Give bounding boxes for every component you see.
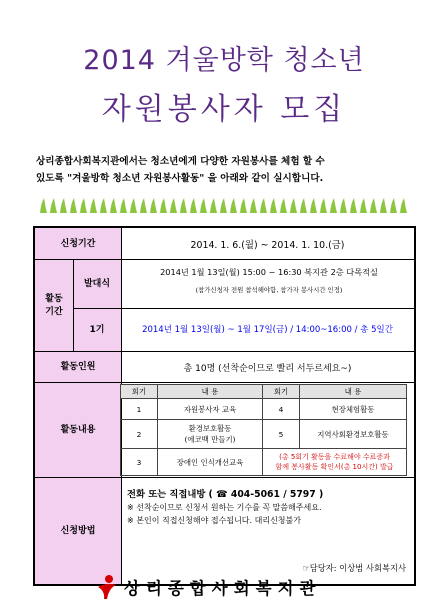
session-content-line-1: 환경보호활동	[188, 424, 232, 433]
grass-blade	[100, 198, 107, 213]
capacity-label: 활동인원	[35, 352, 121, 383]
organization-name: 상리종합사회복지관	[124, 579, 322, 598]
grass-blade	[330, 198, 337, 213]
grass-blade	[320, 198, 327, 213]
title-line-1: 2014 겨울방학 청소년	[83, 45, 365, 76]
divider	[73, 308, 414, 309]
grass-blade	[350, 198, 357, 213]
grass-blade	[150, 198, 157, 213]
grass-blade	[40, 198, 47, 213]
grass-blade	[210, 198, 217, 213]
session-content-line-2: (에코백 만들기)	[184, 435, 236, 444]
capacity-value: 총 10명 (선착순이므로 빨리 서두르세요~)	[183, 364, 352, 374]
grass-blade	[270, 198, 277, 213]
grass-blade	[90, 198, 97, 213]
apply-line-1: 전화 또는 직접내방 ( ☎ 404-5061 / 5797 )	[127, 489, 324, 500]
grass-blade	[70, 198, 77, 213]
grass-blade	[340, 198, 347, 213]
title-line-2: 자원봉사자 모집	[101, 92, 347, 127]
period-label: 신청기간	[35, 228, 121, 260]
divider	[35, 477, 414, 478]
completion-note-line-1: (총 5회기 활동을 수료해야 수료증과	[279, 453, 390, 461]
grass-blade	[250, 198, 257, 213]
grass-blade	[370, 198, 377, 213]
session-number: 3	[121, 449, 158, 476]
content-table	[120, 384, 407, 476]
session-content	[158, 420, 263, 449]
table-row	[121, 449, 407, 476]
column-header: 내 용	[158, 385, 263, 399]
contact-person: ☞담당자: 이상범 사회복지사	[302, 563, 406, 573]
grass-divider	[40, 197, 414, 213]
completion-note-line-2: 함께 봉사활동 확인서(총 10시간) 발급	[275, 463, 394, 471]
apply-line-2: ※ 선착순이므로 신청서 원하는 기수를 꼭 말씀해주세요.	[127, 503, 322, 512]
divider	[35, 259, 414, 260]
intro-paragraph	[36, 153, 418, 187]
grass-blade	[130, 198, 137, 213]
grass-blade	[200, 198, 207, 213]
grass-blade	[310, 198, 317, 213]
grass-blade	[190, 198, 197, 213]
content-label: 활동내용	[35, 383, 121, 478]
divider	[35, 351, 414, 352]
session-content: 자원봉사자 교육	[158, 399, 263, 420]
grass-blade	[390, 198, 397, 213]
apply-label: 신청방법	[35, 478, 121, 584]
intro-line-1: 상리종합사회복지관에서는 청소년에게 다양한 자원봉사를 체험 할 수	[36, 156, 325, 167]
orientation-label: 발대식	[73, 260, 121, 309]
grass-blade	[230, 198, 237, 213]
grass-blade	[290, 198, 297, 213]
session-content: 현장체험활동	[300, 399, 407, 420]
column-header: 내 용	[300, 385, 407, 399]
session-value: 2014년 1월 13일(월) ~ 1월 17일(금) / 14:00~16:00 / 총 5일간	[142, 325, 393, 335]
grass-blade	[60, 198, 67, 213]
divider	[73, 260, 74, 352]
grass-blade	[120, 198, 127, 213]
grass-blade	[300, 198, 307, 213]
activity-period-label	[35, 260, 73, 352]
session-content: 장애인 인식개선교육	[158, 449, 263, 476]
session-number: 1	[121, 399, 158, 420]
session-number: 4	[263, 399, 300, 420]
completion-note	[263, 449, 407, 476]
grass-blade	[400, 198, 407, 213]
grass-blade	[220, 198, 227, 213]
grass-blade	[80, 198, 87, 213]
grass-blade	[110, 198, 117, 213]
grass-blade	[140, 198, 147, 213]
period-value: 2014. 1. 6.(월) ~ 2014. 1. 10.(금)	[190, 240, 345, 251]
session-label: 1기	[73, 309, 121, 352]
table-row	[121, 420, 407, 449]
footer	[96, 574, 321, 600]
apply-line-3: ※ 본인이 직접신청해야 접수됩니다. 대리신청불가	[127, 516, 301, 525]
session-number: 5	[263, 420, 300, 449]
grass-blade	[360, 198, 367, 213]
grass-blade	[180, 198, 187, 213]
grass-blade	[50, 198, 57, 213]
divider	[35, 382, 414, 383]
intro-line-2: 있도록 "겨울방학 청소년 자원봉사활동" 을 아래와 같이 실시합니다.	[36, 173, 324, 184]
orientation-note: (참가신청자 전원 참석해야함, 참가자 봉사시간 인정)	[195, 286, 343, 294]
orientation-value: 2014년 1월 13일(월) 15:00 ~ 16:30 복지관 2층 다목적실	[160, 267, 378, 277]
grass-blade	[160, 198, 167, 213]
grass-blade	[380, 198, 387, 213]
activity-label-line-1: 활동	[45, 294, 63, 304]
session-content: 지역사회환경보호활동	[300, 420, 407, 449]
table-row	[121, 399, 407, 420]
column-header: 회기	[121, 385, 158, 399]
grass-blade	[240, 198, 247, 213]
column-header: 회기	[263, 385, 300, 399]
welfare-center-logo-icon	[96, 574, 118, 600]
grass-blade	[280, 198, 287, 213]
activity-label-line-2: 기간	[45, 307, 63, 317]
table-header-row	[121, 385, 407, 399]
grass-blade	[260, 198, 267, 213]
grass-blade	[170, 198, 177, 213]
session-number: 2	[121, 420, 158, 449]
